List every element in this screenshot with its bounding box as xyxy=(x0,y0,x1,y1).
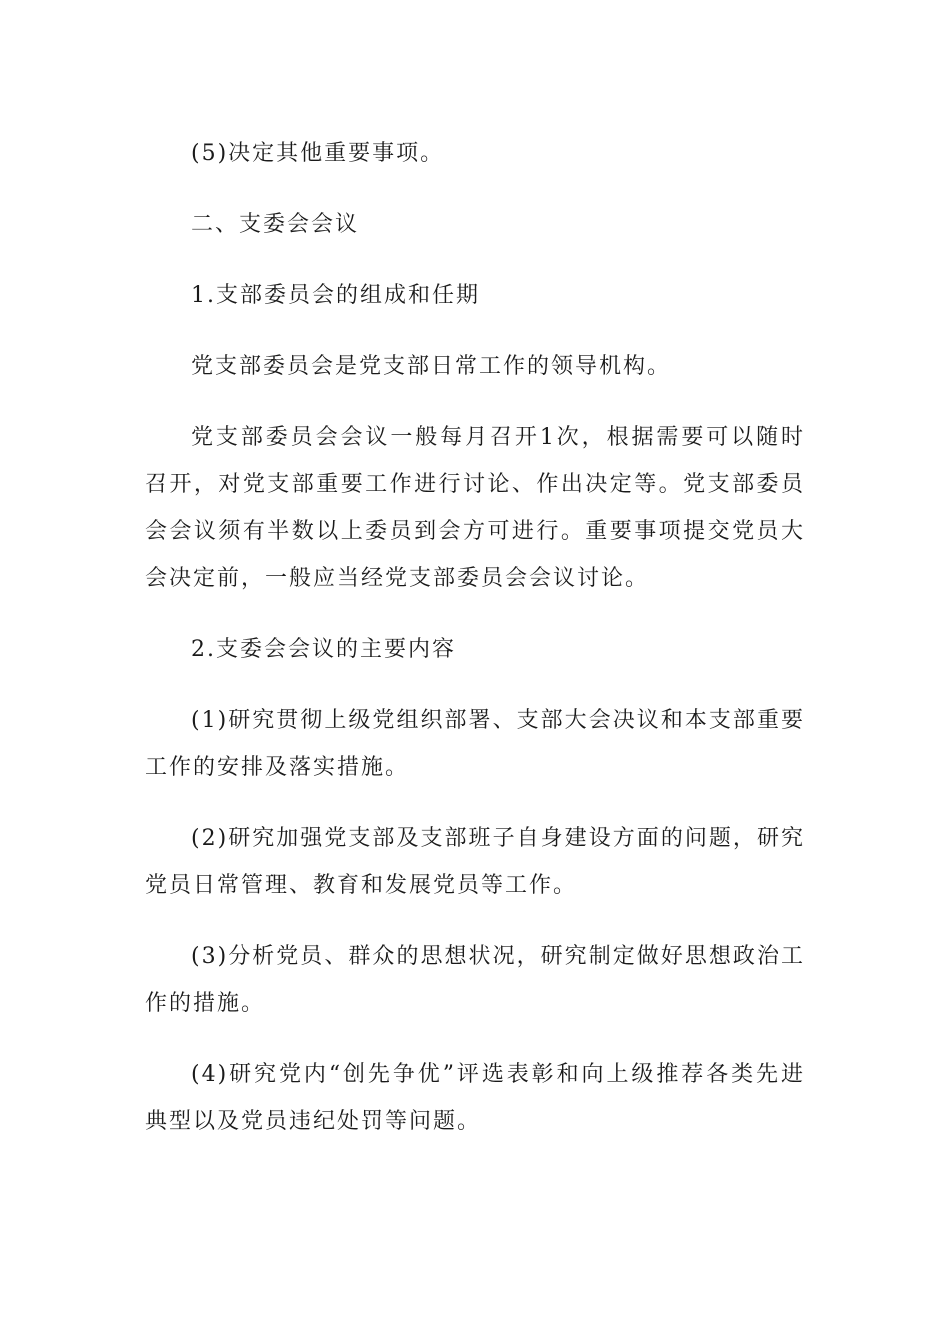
paragraph-meeting-frequency: 党支部委员会会议一般每月召开1次，根据需要可以随时召开，对党支部重要工作进行讨论、作出决定等。党支部委员会会议须有半数以上委员到会方可进行。重要事项提交党员大会决定前，一般应当经党支部委员会会议讨论。 xyxy=(145,425,805,591)
item-3-analyze-thinking: (3)分析党员、群众的思想状况，研究制定做好思想政治工作的措施。 xyxy=(145,944,805,1016)
item-4-awards-and-discipline: (4)研究党内“创先争优”评选表彰和向上级推荐各类先进典型以及党员违纪处罚等问题。 xyxy=(145,1062,805,1134)
paragraph-committee-definition: 党支部委员会是党支部日常工作的领导机构。 xyxy=(191,354,672,379)
document-body xyxy=(145,130,805,1169)
item-1-implement-deployment: (1)研究贯彻上级党组织部署、支部大会决议和本支部重要工作的安排及落实措施。 xyxy=(145,708,805,780)
section-heading-committee-meeting: 二、支委会会议 xyxy=(191,212,360,237)
subheading-composition-and-term: 1.支部委员会的组成和任期 xyxy=(191,283,480,308)
item-5-decide-other-matters: (5)决定其他重要事项。 xyxy=(191,141,445,166)
item-2-strengthen-branch: (2)研究加强党支部及支部班子自身建设方面的问题，研究党员日常管理、教育和发展党员等工作。 xyxy=(145,826,805,898)
subheading-main-content: 2.支委会会议的主要内容 xyxy=(191,637,456,662)
